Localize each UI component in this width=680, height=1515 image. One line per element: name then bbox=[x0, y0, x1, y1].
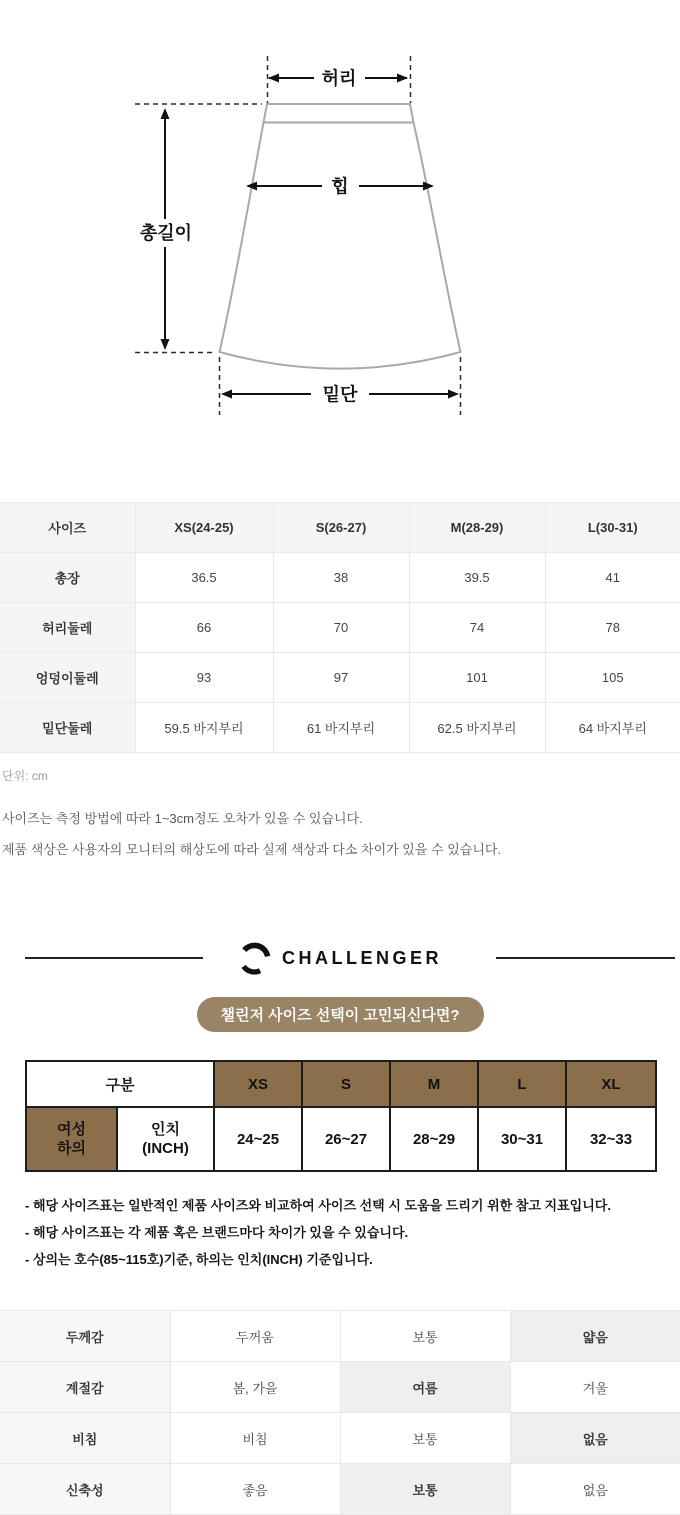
size-tolerance-note: 사이즈는 측정 방법에 따라 1~3cm정도 오차가 있을 수 있습니다. bbox=[2, 811, 363, 826]
waist-measure-arrow bbox=[268, 68, 408, 89]
table-row bbox=[0, 653, 680, 703]
cell: 101 bbox=[409, 653, 545, 703]
hem-measure-arrow bbox=[221, 384, 459, 405]
cell: 74 bbox=[409, 603, 545, 653]
table-row bbox=[0, 603, 680, 653]
fit-guide-value-cell: 28~29 bbox=[390, 1107, 478, 1171]
category-line: 여성 bbox=[57, 1121, 86, 1138]
cell: 97 bbox=[273, 653, 409, 703]
size-spec-header-cell: M(28-29) bbox=[409, 503, 545, 553]
row-label: 허리둘레 bbox=[0, 603, 135, 653]
fit-guide-value-cell: 24~25 bbox=[214, 1107, 302, 1171]
table-row bbox=[0, 1413, 680, 1464]
size-spec-header-row bbox=[0, 503, 680, 553]
cell: 보통 bbox=[340, 1413, 510, 1464]
cell: 39.5 bbox=[409, 553, 545, 603]
cell: 보통 bbox=[340, 1311, 510, 1362]
size-spec-table bbox=[0, 502, 680, 753]
divider-line-right bbox=[496, 957, 675, 959]
row-label: 총장 bbox=[0, 553, 135, 603]
skirt-measurement-diagram bbox=[0, 0, 680, 440]
fit-guide-size-cell: L bbox=[478, 1061, 566, 1107]
divider-line-left bbox=[25, 957, 203, 959]
total-length-label: 총길이 bbox=[139, 223, 193, 243]
row-label: 계절감 bbox=[0, 1362, 170, 1413]
fit-guide-size-cell: XL bbox=[566, 1061, 656, 1107]
hip-label: 힙 bbox=[331, 176, 349, 197]
cell: 61 바지부리 bbox=[273, 703, 409, 753]
hip-measure-arrow bbox=[246, 176, 434, 197]
waist-label: 허리 bbox=[321, 68, 357, 89]
brand-logo bbox=[237, 938, 442, 978]
size-spec-header-cell: S(26-27) bbox=[273, 503, 409, 553]
size-help-badge-label: 챌린저 사이즈 선택이 고민되신다면? bbox=[220, 1007, 460, 1024]
cell: 겨울 bbox=[510, 1362, 680, 1413]
fit-guide-notes bbox=[25, 1192, 680, 1273]
cell: 봄, 가을 bbox=[170, 1362, 340, 1413]
fit-guide-unit-cell bbox=[117, 1107, 214, 1171]
fit-guide-value-cell: 32~33 bbox=[566, 1107, 656, 1171]
cell: 64 바지부리 bbox=[545, 703, 680, 753]
size-spec-header-cell: XS(24-25) bbox=[135, 503, 273, 553]
size-spec-header-cell: L(30-31) bbox=[545, 503, 680, 553]
table-row bbox=[0, 1362, 680, 1413]
size-help-badge bbox=[197, 997, 484, 1032]
fit-guide-value-row bbox=[26, 1107, 656, 1171]
fit-guide-header-cell: 구분 bbox=[26, 1061, 214, 1107]
fit-guide-note: - 해당 사이즈표는 일반적인 제품 사이즈와 비교하여 사이즈 선택 시 도움을 드리기 위한 참고 지표입니다. bbox=[25, 1198, 611, 1213]
unit-line: 인치 bbox=[151, 1121, 180, 1138]
row-label: 밑단둘레 bbox=[0, 703, 135, 753]
cell: 없음 bbox=[510, 1464, 680, 1515]
cell: 105 bbox=[545, 653, 680, 703]
fit-guide-category-cell bbox=[26, 1107, 117, 1171]
total-length-measure-arrow bbox=[140, 108, 192, 350]
cell: 두꺼움 bbox=[170, 1311, 340, 1362]
color-difference-note: 제품 색상은 사용자의 모니터의 해상도에 따라 실제 색상과 다소 차이가 있을 수 있습니다. bbox=[2, 842, 502, 857]
skirt-outline bbox=[220, 104, 461, 369]
selected-cell: 없음 bbox=[510, 1413, 680, 1464]
fit-guide-table bbox=[25, 1060, 657, 1172]
selected-cell: 여름 bbox=[340, 1362, 510, 1413]
fit-guide-note: - 해당 사이즈표는 각 제품 혹은 브랜드마다 차이가 있을 수 있습니다. bbox=[25, 1225, 409, 1240]
cell: 좋음 bbox=[170, 1464, 340, 1515]
table-row bbox=[0, 703, 680, 753]
fabric-attributes-table bbox=[0, 1310, 680, 1515]
size-spec-header-cell: 사이즈 bbox=[0, 503, 135, 553]
cell: 41 bbox=[545, 553, 680, 603]
fit-guide-note: - 상의는 호수(85~115호)기준, 하의는 인치(INCH) 기준입니다. bbox=[25, 1252, 373, 1267]
table-row bbox=[0, 553, 680, 603]
cell: 비침 bbox=[170, 1413, 340, 1464]
cell: 93 bbox=[135, 653, 273, 703]
cell: 59.5 바지부리 bbox=[135, 703, 273, 753]
cell: 66 bbox=[135, 603, 273, 653]
fit-guide-header-row bbox=[26, 1061, 656, 1107]
cell: 36.5 bbox=[135, 553, 273, 603]
table-row bbox=[0, 1311, 680, 1362]
selected-cell: 얇음 bbox=[510, 1311, 680, 1362]
category-line: 하의 bbox=[57, 1140, 86, 1157]
fit-guide-size-cell: XS bbox=[214, 1061, 302, 1107]
cell: 38 bbox=[273, 553, 409, 603]
challenger-c-icon bbox=[237, 938, 272, 978]
fit-guide-value-cell: 30~31 bbox=[478, 1107, 566, 1171]
row-label: 비침 bbox=[0, 1413, 170, 1464]
cell: 62.5 바지부리 bbox=[409, 703, 545, 753]
row-label: 두께감 bbox=[0, 1311, 170, 1362]
fit-guide-size-cell: M bbox=[390, 1061, 478, 1107]
brand-name: CHALLENGER bbox=[282, 947, 442, 968]
unit-note: 단위: cm bbox=[2, 769, 48, 783]
hem-label: 밑단 bbox=[322, 384, 358, 405]
row-label: 엉덩이둘레 bbox=[0, 653, 135, 703]
unit-line: (INCH) bbox=[142, 1140, 189, 1157]
fit-guide-value-cell: 26~27 bbox=[302, 1107, 390, 1171]
cell: 78 bbox=[545, 603, 680, 653]
selected-cell: 보통 bbox=[340, 1464, 510, 1515]
fit-guide-size-cell: S bbox=[302, 1061, 390, 1107]
row-label: 신축성 bbox=[0, 1464, 170, 1515]
brand-divider-row bbox=[0, 936, 680, 980]
cell: 70 bbox=[273, 603, 409, 653]
table-row bbox=[0, 1464, 680, 1515]
